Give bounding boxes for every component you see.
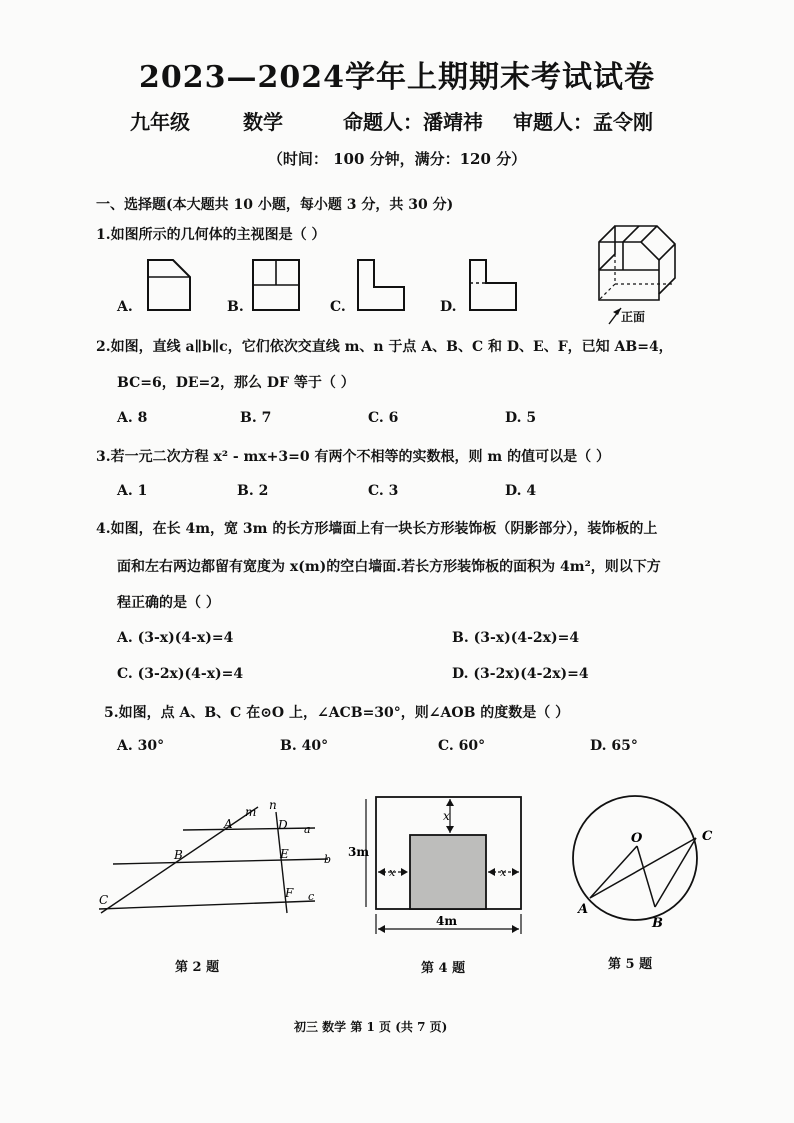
q5-option-c: C. 60° — [438, 738, 486, 754]
q4-option-b: B. (3-x)(4-2x)=4 — [452, 630, 580, 646]
fig2-label-A: A — [224, 817, 233, 831]
fig4-label-x-left: x — [389, 866, 396, 879]
section-heading: 一、选择题(本大题共 10 小题，每小题 3 分，共 30 分) — [96, 197, 454, 213]
fig2-caption: 第 2 题 — [175, 960, 220, 975]
fig2-label-c: c — [308, 890, 315, 903]
fig2-label-C: C — [99, 893, 109, 907]
q4-option-d: D. (3-2x)(4-2x)=4 — [452, 666, 589, 682]
q1-front-label: 正面 — [621, 310, 646, 324]
fig2-label-E: E — [280, 847, 289, 861]
fig2-label-a: a — [304, 823, 311, 836]
q4-option-c: C. (3-2x)(4-x)=4 — [117, 666, 244, 682]
q4-stem-line3: 程正确的是（ ） — [117, 595, 220, 611]
q4-stem-line2: 面和左右两边都留有宽度为 x(m)的空白墙面.若长方形装饰板的面积为 4m²，则以下方 — [117, 559, 661, 575]
q2-option-d: D. 5 — [505, 410, 537, 426]
q1-option-b: B. — [227, 299, 244, 315]
fig4-label-height: 3m — [348, 845, 370, 859]
q1-option-d-view — [462, 255, 522, 315]
q3-option-a: A. 1 — [117, 483, 148, 499]
fig2-parallel-lines — [90, 795, 340, 925]
q1-option-a-view — [140, 255, 200, 315]
q5-stem: 5.如图，点 A、B、C 在⊙O 上，∠ACB=30°，则∠AOB 的度数是（ ） — [104, 705, 570, 721]
q1-stem: 1.如图所示的几何体的主视图是（ ） — [96, 227, 326, 243]
grade-label: 九年级 — [130, 110, 190, 134]
fig2-label-F: F — [285, 886, 294, 900]
fig4-label-x-right: x — [500, 866, 507, 879]
fig4-label-x-top: x — [443, 809, 450, 823]
q1-option-c-view — [350, 255, 410, 315]
q1-option-a: A. — [117, 299, 133, 315]
q2-stem-line2: BC=6，DE=2，那么 DF 等于（ ） — [117, 375, 355, 391]
fig2-label-b: b — [324, 853, 332, 866]
q2-stem-line1: 2.如图，直线 a∥b∥c，它们依次交直线 m、n 于点 A、B、C 和 D、E、F，已知 AB=4， — [96, 339, 673, 355]
fig5-label-B: B — [652, 916, 663, 931]
q2-option-a: A. 8 — [117, 410, 148, 426]
subject-label: 数学 — [243, 110, 283, 134]
q2-option-c: C. 6 — [368, 410, 399, 426]
q2-option-b: B. 7 — [240, 410, 272, 426]
reviewer-label: 审题人：孟令刚 — [513, 110, 653, 134]
setter-label: 命题人：潘靖祎 — [343, 110, 483, 134]
fig5-label-O: O — [631, 831, 643, 846]
q5-option-b: B. 40° — [280, 738, 329, 754]
q3-option-c: C. 3 — [368, 483, 399, 499]
q3-stem: 3.若一元二次方程 x² - mx+3=0 有两个不相等的实数根，则 m 的值可以是（ ） — [96, 449, 610, 465]
q4-option-a: A. (3-x)(4-x)=4 — [117, 630, 234, 646]
q4-stem-line1: 4.如图，在长 4m，宽 3m 的长方形墙面上有一块长方形装饰板（阴影部分），装饰板的上 — [96, 521, 658, 537]
q5-option-a: A. 30° — [117, 738, 165, 754]
q5-option-d: D. 65° — [590, 738, 638, 754]
fig5-circle — [563, 790, 723, 940]
time-info: （时间： 100 分钟，满分：120 分） — [267, 150, 527, 168]
fig2-label-D: D — [278, 818, 288, 832]
fig2-label-n: n — [269, 798, 277, 812]
exam-title: 2023—2024学年上期期末考试试卷 — [139, 60, 655, 95]
fig2-label-m: m — [245, 805, 257, 819]
q1-option-d: D. — [440, 299, 457, 315]
fig4-wall-panel — [348, 790, 528, 940]
q3-option-d: D. 4 — [505, 483, 537, 499]
fig5-label-A: A — [578, 902, 589, 917]
fig5-label-C: C — [702, 829, 713, 844]
q1-option-c: C. — [330, 299, 346, 315]
q1-option-b-view — [245, 255, 305, 315]
q3-option-b: B. 2 — [237, 483, 269, 499]
fig4-caption: 第 4 题 — [421, 961, 466, 976]
fig5-caption: 第 5 题 — [608, 957, 653, 972]
fig2-label-B: B — [174, 848, 183, 862]
fig4-label-width: 4m — [436, 914, 458, 928]
page-footer: 初三 数学 第 1 页 (共 7 页) — [294, 1020, 448, 1034]
